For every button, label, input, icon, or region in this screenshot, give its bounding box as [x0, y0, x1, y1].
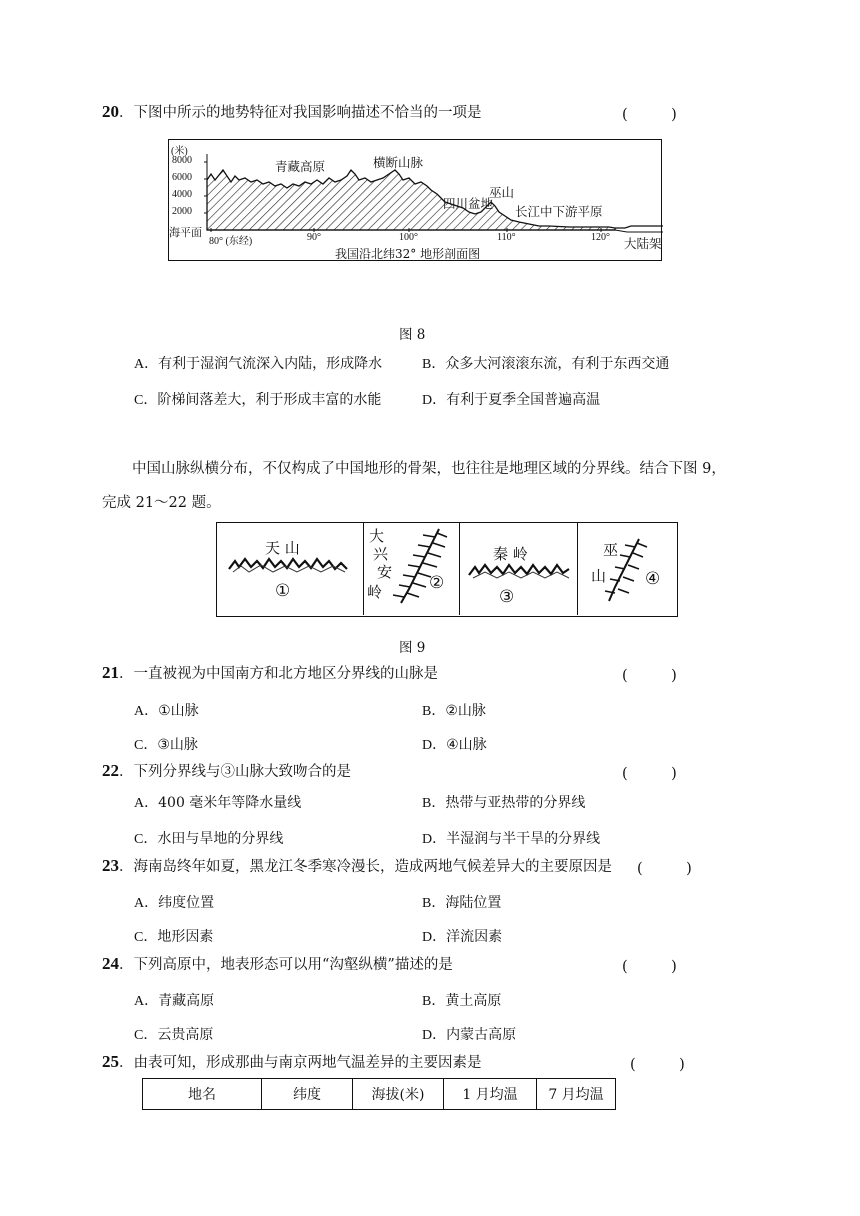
y-tick-label: 8000: [172, 155, 192, 166]
answer-paren: ( ): [622, 766, 677, 782]
region-label: 四川盆地: [443, 196, 494, 211]
question-20: [102, 101, 482, 122]
answer-paren: ( ): [622, 668, 677, 684]
option-a: A．青藏高原: [134, 993, 215, 1009]
sea-level-label: 海平面: [169, 226, 202, 239]
option-d: D．半湿润与半干旱的分界线: [422, 831, 601, 847]
x-tick-label: 110°: [497, 232, 516, 243]
y-axis-unit: (米): [171, 146, 188, 157]
answer-paren: ( ): [622, 107, 677, 123]
question-text: ．下图中所示的地势特征对我国影响描述不恰当的一项是: [119, 105, 482, 121]
mountain-name-char: 兴: [373, 545, 389, 563]
option-b: B．众多大河滚滚东流，有利于东西交通: [422, 356, 670, 372]
mountain-name-char: 巫: [603, 541, 619, 559]
panel-wushan: [577, 523, 676, 615]
mountain-name-char: 安: [377, 563, 393, 581]
mountain-number: ③: [499, 587, 515, 607]
y-tick-label: 6000: [172, 172, 192, 183]
answer-paren: ( ): [622, 959, 677, 975]
option-d: D．④山脉: [422, 737, 487, 753]
panel-tianshan: [217, 523, 364, 615]
question-22: 22．下列分界线与③山脉大致吻合的是: [102, 761, 351, 780]
option-b: B．黄土高原: [422, 993, 502, 1009]
x-tick-label: 120°: [591, 232, 610, 243]
option-d: D．有利于夏季全国普遍高温: [422, 392, 601, 408]
option-c: C．③山脉: [134, 737, 198, 753]
table-header-cell: 7 月均温: [537, 1079, 616, 1110]
option-d: D．洋流因素: [422, 929, 503, 945]
option-c: C．水田与旱地的分界线: [134, 831, 284, 847]
mountain-range-icon: [459, 523, 577, 615]
terrain-profile-figure: [168, 139, 662, 261]
question-21: 21．一直被视为中国南方和北方地区分界线的山脉是: [102, 663, 438, 682]
mountain-figure: [216, 522, 678, 617]
y-tick-label: 2000: [172, 206, 192, 217]
option-b: B．②山脉: [422, 703, 486, 719]
region-label: 长江中下游平原: [515, 204, 603, 219]
region-label: 巫山: [489, 185, 515, 200]
question-23: 23．海南岛终年如夏，黑龙江冬季寒冷漫长，造成两地气候差异大的主要原因是: [102, 856, 612, 875]
figure-caption: 图 9: [399, 640, 426, 656]
panel-daxinganling: [363, 523, 460, 615]
option-a: A．纬度位置: [134, 895, 215, 911]
intro-line-1: 中国山脉纵横分布，不仅构成了中国地形的骨架，也往往是地理区域的分界线。结合下图 9，: [132, 461, 726, 477]
option-a: A．400 毫米年等降水量线: [134, 795, 302, 811]
option-c: C．地形因素: [134, 929, 214, 945]
mountain-name: 秦 岭: [493, 545, 528, 563]
region-label: 大陆架: [624, 236, 662, 251]
mountain-name-char: 大: [369, 527, 385, 545]
mountain-name-char: 岭: [367, 583, 383, 601]
option-b: B．海陆位置: [422, 895, 502, 911]
answer-paren: ( ): [637, 861, 692, 877]
x-tick-label: 80° (东经): [209, 236, 253, 247]
table-header-cell: 海拔(米): [353, 1079, 444, 1110]
intro-line-2: 完成 21～22 题。: [102, 495, 221, 511]
figure-title: 我国沿北纬32° 地形剖面图: [335, 247, 481, 261]
region-label: 青藏高原: [275, 159, 326, 174]
panel-qinling: [459, 523, 578, 615]
climate-table: [142, 1078, 616, 1110]
answer-paren: ( ): [630, 1057, 685, 1073]
mountain-name-char: 山: [591, 567, 607, 585]
mountain-number: ②: [429, 573, 445, 593]
region-label: 横断山脉: [373, 155, 424, 170]
option-a: A．有利于湿润气流深入内陆，形成降水: [134, 356, 383, 372]
table-header-cell: 1 月均温: [444, 1079, 537, 1110]
table-header-cell: 地名: [143, 1079, 262, 1110]
figure-caption: 图 8: [399, 327, 426, 343]
option-d: D．内蒙古高原: [422, 1027, 517, 1043]
option-c: C．阶梯间落差大，利于形成丰富的水能: [134, 392, 382, 408]
mountain-number: ①: [275, 581, 291, 601]
option-c: C．云贵高原: [134, 1027, 214, 1043]
y-tick-label: 4000: [172, 189, 192, 200]
question-25: 25．由表可知，形成那曲与南京两地气温差异的主要因素是: [102, 1052, 482, 1071]
table-header-row: [143, 1079, 616, 1110]
option-a: A．①山脉: [134, 703, 199, 719]
mountain-name: 天 山: [265, 539, 300, 557]
option-b: B．热带与亚热带的分界线: [422, 795, 586, 811]
question-number: 20: [102, 102, 119, 121]
x-tick-label: 90°: [307, 232, 321, 243]
mountain-number: ④: [645, 569, 661, 589]
question-24: 24．下列高原中，地表形态可以用“沟壑纵横”描述的是: [102, 954, 453, 973]
table-header-cell: 纬度: [262, 1079, 353, 1110]
x-tick-label: 100°: [399, 232, 418, 243]
